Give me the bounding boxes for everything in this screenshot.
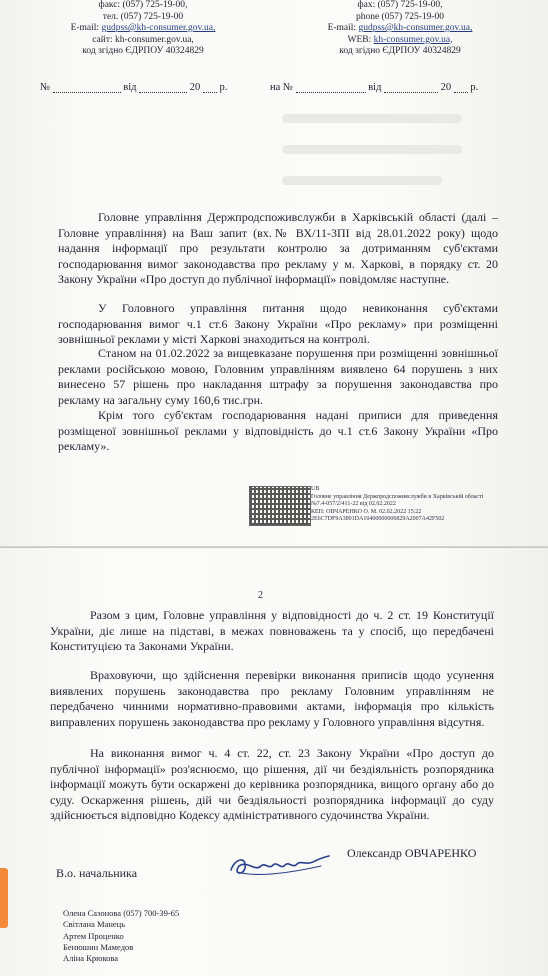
contact-line: Олена Сазонова (057) 700-39-65 [63, 908, 180, 918]
year-label: 20 [440, 82, 452, 93]
orange-edge-mark [0, 868, 8, 928]
sender-contacts-left [48, 0, 238, 58]
body-paragraph: Враховуючи, що здійснення перевірки виконання приписів щодо усунення виявлених порушень законодавства про рекламу Головним управлінням не передбачено чинними нормативно-правовими актами, інформація про кількість виправлених порушень законодавства про рекламу у Головного управління відсутня. [50, 668, 494, 729]
from-label: від [368, 82, 382, 93]
r-label: р. [470, 82, 479, 93]
email-link[interactable]: gudpss@kh-consumer.gov.ua, [101, 23, 216, 33]
edrpou-line: код згідно ЄДРПОУ 40324829 [82, 46, 204, 56]
faded-addressee-line [282, 176, 442, 185]
sender-contacts-right [300, 0, 500, 58]
web-line [300, 35, 500, 47]
contact-line: Артем Проценко [63, 930, 124, 941]
r-label: р. [219, 82, 228, 93]
email-line [300, 23, 500, 35]
body-paragraph: Станом на 01.02.2022 за вищевказане порушення при розміщенні зовнішньої реклами російською мовою, Головним управлінням виявлено 64 порушень з них винесено 57 рішень про накладання штрафу за порушення законодавства про рекламу на загальну суму 160,6 тис.грн. [58, 346, 498, 407]
body-paragraph: Крім того суб'єктам господарювання надані приписи для приведення розміщеної зовнішньої реклами у відповідність до ч.1 ст.6 Закону України «Про рекламу». [58, 408, 498, 453]
edrpou-line: код згідно ЄДРПОУ 40324829 [339, 46, 461, 56]
body-paragraph: Разом з цим, Головне управління у відповідності до ч. 2 ст. 19 Конституції України, діє лише на підставі, в межах повноважень та у спосіб, що передбачені Конституцією та Законами України. [50, 608, 494, 653]
fax-line: фах: (057) 725-19-00, [357, 0, 443, 10]
email-line [48, 23, 238, 35]
qr-code [249, 486, 311, 526]
signatory-name: Олександр ОВЧАРЕНКО [347, 846, 477, 860]
year-label: 20 [189, 82, 201, 93]
web-link[interactable]: kh-consumer.gov.ua, [373, 34, 453, 45]
faded-addressee-line [282, 145, 462, 154]
phone-line: phone (057) 725-19-00 [355, 11, 445, 22]
site-line: сайт: kh-consumer.gov.ua, [92, 34, 194, 45]
stamp-line: 2E6C7DF9A3891DA10400000006829A2007A42F502 [311, 516, 445, 522]
contact-line: Бенюшин Мамедов [63, 941, 134, 952]
stamp-line: №7.4-057/2/411-22 від 02.02.2022 [311, 501, 396, 507]
on-number-label: на № [270, 82, 293, 93]
stamp-line: КЕП: ОВЧАРЕНКО О. М. 02.02.2022 15:22 [311, 508, 422, 515]
faded-addressee-line [282, 114, 462, 123]
email-label: E-mail: [70, 23, 100, 33]
signatory-position: В.о. начальника [56, 866, 138, 880]
handwritten-signature [225, 850, 335, 884]
e-signature-stamp [311, 486, 531, 524]
body-paragraph: На виконання вимог ч. 4 ст. 22, ст. 23 Закону України «Про доступ до публічної інформації» роз'яснюємо, що рішення, дії чи бездіяльність розпорядника інформації можуть бути оскаржені до керівника розпорядника, вищого органу або до суду. Оскарження рішень, дій чи бездіяльності розпорядника інформації до суду здійснюється відповідно Кодексу адміністративного судочинства України. [50, 746, 494, 822]
fax-line: факс: (057) 725-19-00, [98, 0, 188, 10]
outgoing-number-line [40, 82, 227, 93]
number-symbol: № [40, 82, 51, 93]
page-number: 2 [258, 590, 263, 601]
from-label: від [123, 82, 137, 93]
executor-contacts [63, 908, 179, 964]
contact-line: Аліна Крюкова [63, 953, 119, 964]
web-label: WEB: [347, 34, 372, 45]
body-paragraph: У Головного управління питання щодо невиконання суб'єктами господарювання вимог ч.1 ст.6 Закону України «Про рекламу» при розміщенні зовнішньої реклами у місті Харкові знаходиться на контролі. [58, 301, 498, 346]
stamp-line: Головне управління Держпродспоживслужби в Харківській області [311, 493, 484, 500]
email-label: E-mail: [327, 23, 357, 33]
body-paragraph: Головне управління Держпродспоживслужби в Харківській області (далі – Головне управління) на Ваш запит (вх.№ ВХ/11-3ПІ від 28.01.2022 року) щодо надання інформації про результати контролю за дотриманням суб'єктами господарювання вимог законодавства про рекламу у м. Харкові, в порядку ст. 20 Закону України «Про доступ до публічної інформації» повідомляє наступне. [58, 210, 498, 286]
tel-line: тел. (057) 725-19-00 [102, 11, 184, 22]
reference-number-line [270, 82, 478, 93]
email-link[interactable]: gudpss@kh-consumer.gov.ua, [358, 23, 473, 33]
stamp-line: UB [311, 486, 320, 492]
contact-line: Світлана Манець [63, 919, 126, 930]
